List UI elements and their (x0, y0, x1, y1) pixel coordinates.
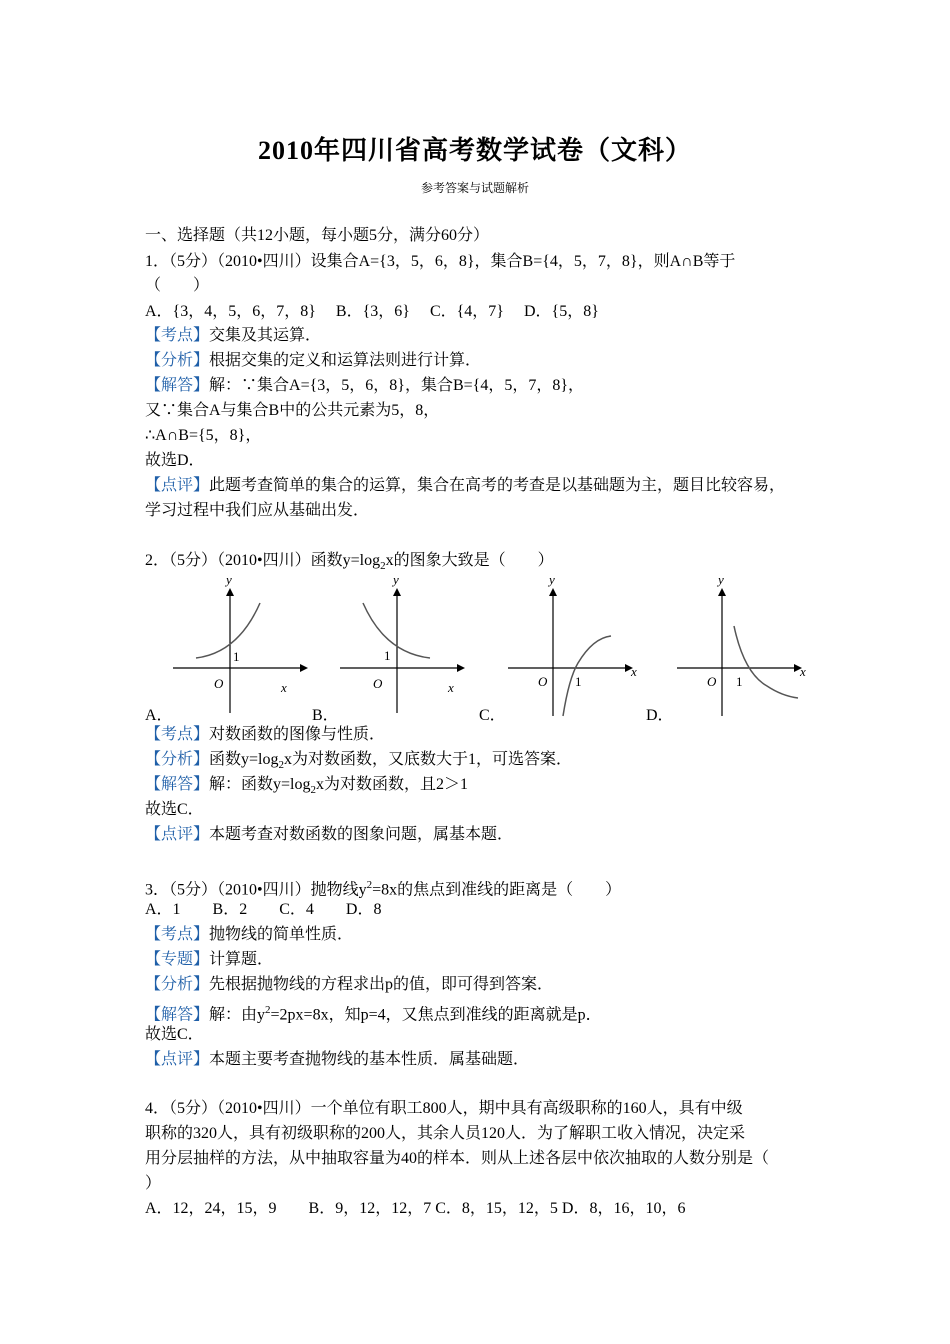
q3-dianping (145, 1050, 815, 1070)
axis-x-label: x (631, 664, 637, 679)
fenxi-text: 根据交集的定义和运算法则进行计算． (209, 352, 482, 369)
fenxi-a: 函数y=log (209, 751, 279, 768)
graph-d[interactable] (672, 568, 812, 718)
jieda-a: 解：函数y=log (209, 776, 311, 793)
q1-dianping2: 学习过程中我们应从基础出发． (145, 502, 370, 519)
stem-a: 3．（5分）（2010•四川）抛物线y (145, 881, 367, 899)
q2-kaodian (145, 725, 815, 745)
kaodian-text: 对数函数的图像与性质． (209, 726, 386, 743)
stem-sup: 2 (366, 879, 373, 891)
page-subtitle: 参考答案与试题解析 (420, 181, 529, 195)
q2-option-a-label: A． (145, 707, 173, 724)
axis-y-label: y (718, 572, 724, 587)
zhuanti-text: 计算题． (209, 951, 274, 968)
section-header: 一、选择题（共12小题，每小题5分，满分60分） (145, 227, 490, 244)
q3-jieda (145, 1000, 815, 1025)
q3-line2: 故选C． (145, 1026, 204, 1043)
graph-a[interactable] (168, 568, 308, 718)
jieda-b: =2px=8x，知p=4，又焦点到准线的距离就是p． (270, 1006, 602, 1024)
jieda-sub: 2 (310, 784, 316, 797)
tag: 【分析】 (145, 352, 210, 369)
axis-y-label: y (393, 572, 399, 587)
stem-a: 2．（5分）（2010•四川）函数y=log (145, 552, 381, 569)
one-label: 1 (233, 649, 240, 664)
q1-line3: ∴A∩B={5，8}， (145, 427, 262, 444)
tag: 【点评】 (145, 1051, 210, 1068)
dianping-text: 此题考查简单的集合的运算，集合在高考的考查是以基础题为主，题目比较容易， (209, 477, 786, 494)
q1-stem-blank: （ ） (145, 277, 210, 294)
q1-kaodian (145, 326, 815, 346)
q1-jieda (145, 376, 815, 396)
tag: 【点评】 (145, 477, 210, 494)
dianping-text: 本题主要考查抛物线的基本性质．属基础题． (209, 1051, 530, 1068)
q4-stem-line3: 用分层抽样的方法，从中抽取容量为40的样本．则从上述各层中依次抽取的人数分别是（ (145, 1150, 770, 1167)
axis-y-label: y (549, 572, 555, 587)
origin-label: O (373, 676, 383, 691)
one-label: 1 (575, 674, 582, 689)
jieda-text: 解：∵集合A={3，5，6，8}，集合B={4，5，7，8}， (209, 377, 585, 394)
q2-fenxi (145, 750, 815, 775)
dianping-text: 本题考查对数函数的图象问题，属基本题． (209, 826, 514, 843)
jieda-a: 解：由y (209, 1006, 266, 1024)
tag: 【专题】 (145, 951, 210, 968)
q4-stem-line4: ） (145, 1175, 162, 1192)
q2-dianping (145, 825, 815, 845)
axis-x-label: x (448, 680, 454, 695)
origin-label: O (707, 674, 717, 689)
q2-option-b-label: B． (312, 707, 339, 724)
tag: 【点评】 (145, 826, 210, 843)
tag: 【解答】 (145, 1006, 210, 1024)
q4-stem-line1: 4．（5分）（2010•四川）一个单位有职工800人，期中具有高级职称的160人，具有中级 (145, 1100, 743, 1117)
tag: 【分析】 (145, 976, 210, 993)
q3-stem (145, 875, 815, 900)
q3-options: A．1 B．2 C．4 D．8 (145, 901, 382, 918)
q1-dianping (145, 476, 815, 496)
kaodian-text: 交集及其运算． (209, 327, 322, 344)
q1-line4: 故选D． (145, 452, 205, 469)
q1-stem: 1．（5分）（2010•四川）设集合A={3，5，6，8}，集合B={4，5，7，8}，则A∩B等于 (145, 253, 736, 270)
q3-zhuanti (145, 950, 815, 970)
q2-option-d-label: D． (646, 707, 674, 724)
jieda-b: x为对数函数，且2＞1 (316, 776, 469, 793)
tag: 【分析】 (145, 751, 210, 768)
graph-c[interactable] (503, 568, 643, 718)
stem-b: =8x的焦点到准线的距离是（ ） (372, 881, 622, 899)
q1-options: A．{3，4，5，6，7，8} B．{3，6} C．{4，7} D．{5，8} (145, 303, 599, 320)
q1-line2: 又∵集合A与集合B中的公共元素为5，8， (145, 402, 440, 419)
axis-x-label: x (281, 680, 287, 695)
q2-option-c-label: C． (479, 707, 506, 724)
tag: 【考点】 (145, 327, 210, 344)
tag: 【考点】 (145, 726, 210, 743)
q3-kaodian (145, 925, 815, 945)
origin-label: O (538, 674, 548, 689)
tag: 【解答】 (145, 776, 210, 793)
page-title: 2010年四川省高考数学试卷（文科） (257, 136, 692, 165)
axis-y-label: y (226, 572, 232, 587)
stem-b: x的图象大致是（ ） (385, 552, 554, 569)
tag: 【解答】 (145, 377, 210, 394)
q2-line2: 故选C． (145, 801, 204, 818)
fenxi-sub: 2 (278, 759, 284, 772)
fenxi-b: x为对数函数，又底数大于1，可选答案． (284, 751, 573, 768)
axis-x-label: x (800, 664, 806, 679)
q1-fenxi (145, 351, 815, 371)
q4-stem-line2: 职称的320人，具有初级职称的200人，其余人员120人．为了解职工收入情况，决定采 (145, 1125, 746, 1142)
one-label: 1 (384, 648, 391, 663)
q4-options: A．12，24，15，9 B．9，12，12，7 C．8，15，12，5 D．8，16，10，6 (145, 1200, 686, 1217)
graph-b[interactable] (335, 568, 475, 718)
fenxi-text: 先根据抛物线的方程求出p的值，即可得到答案． (209, 976, 554, 993)
q3-fenxi (145, 975, 815, 995)
one-label: 1 (736, 674, 743, 689)
q2-jieda (145, 775, 815, 800)
origin-label: O (214, 676, 224, 691)
kaodian-text: 抛物线的简单性质． (209, 926, 354, 943)
tag: 【考点】 (145, 926, 210, 943)
jieda-sup: 2 (265, 1004, 271, 1016)
stem-sub: 2 (380, 560, 386, 573)
